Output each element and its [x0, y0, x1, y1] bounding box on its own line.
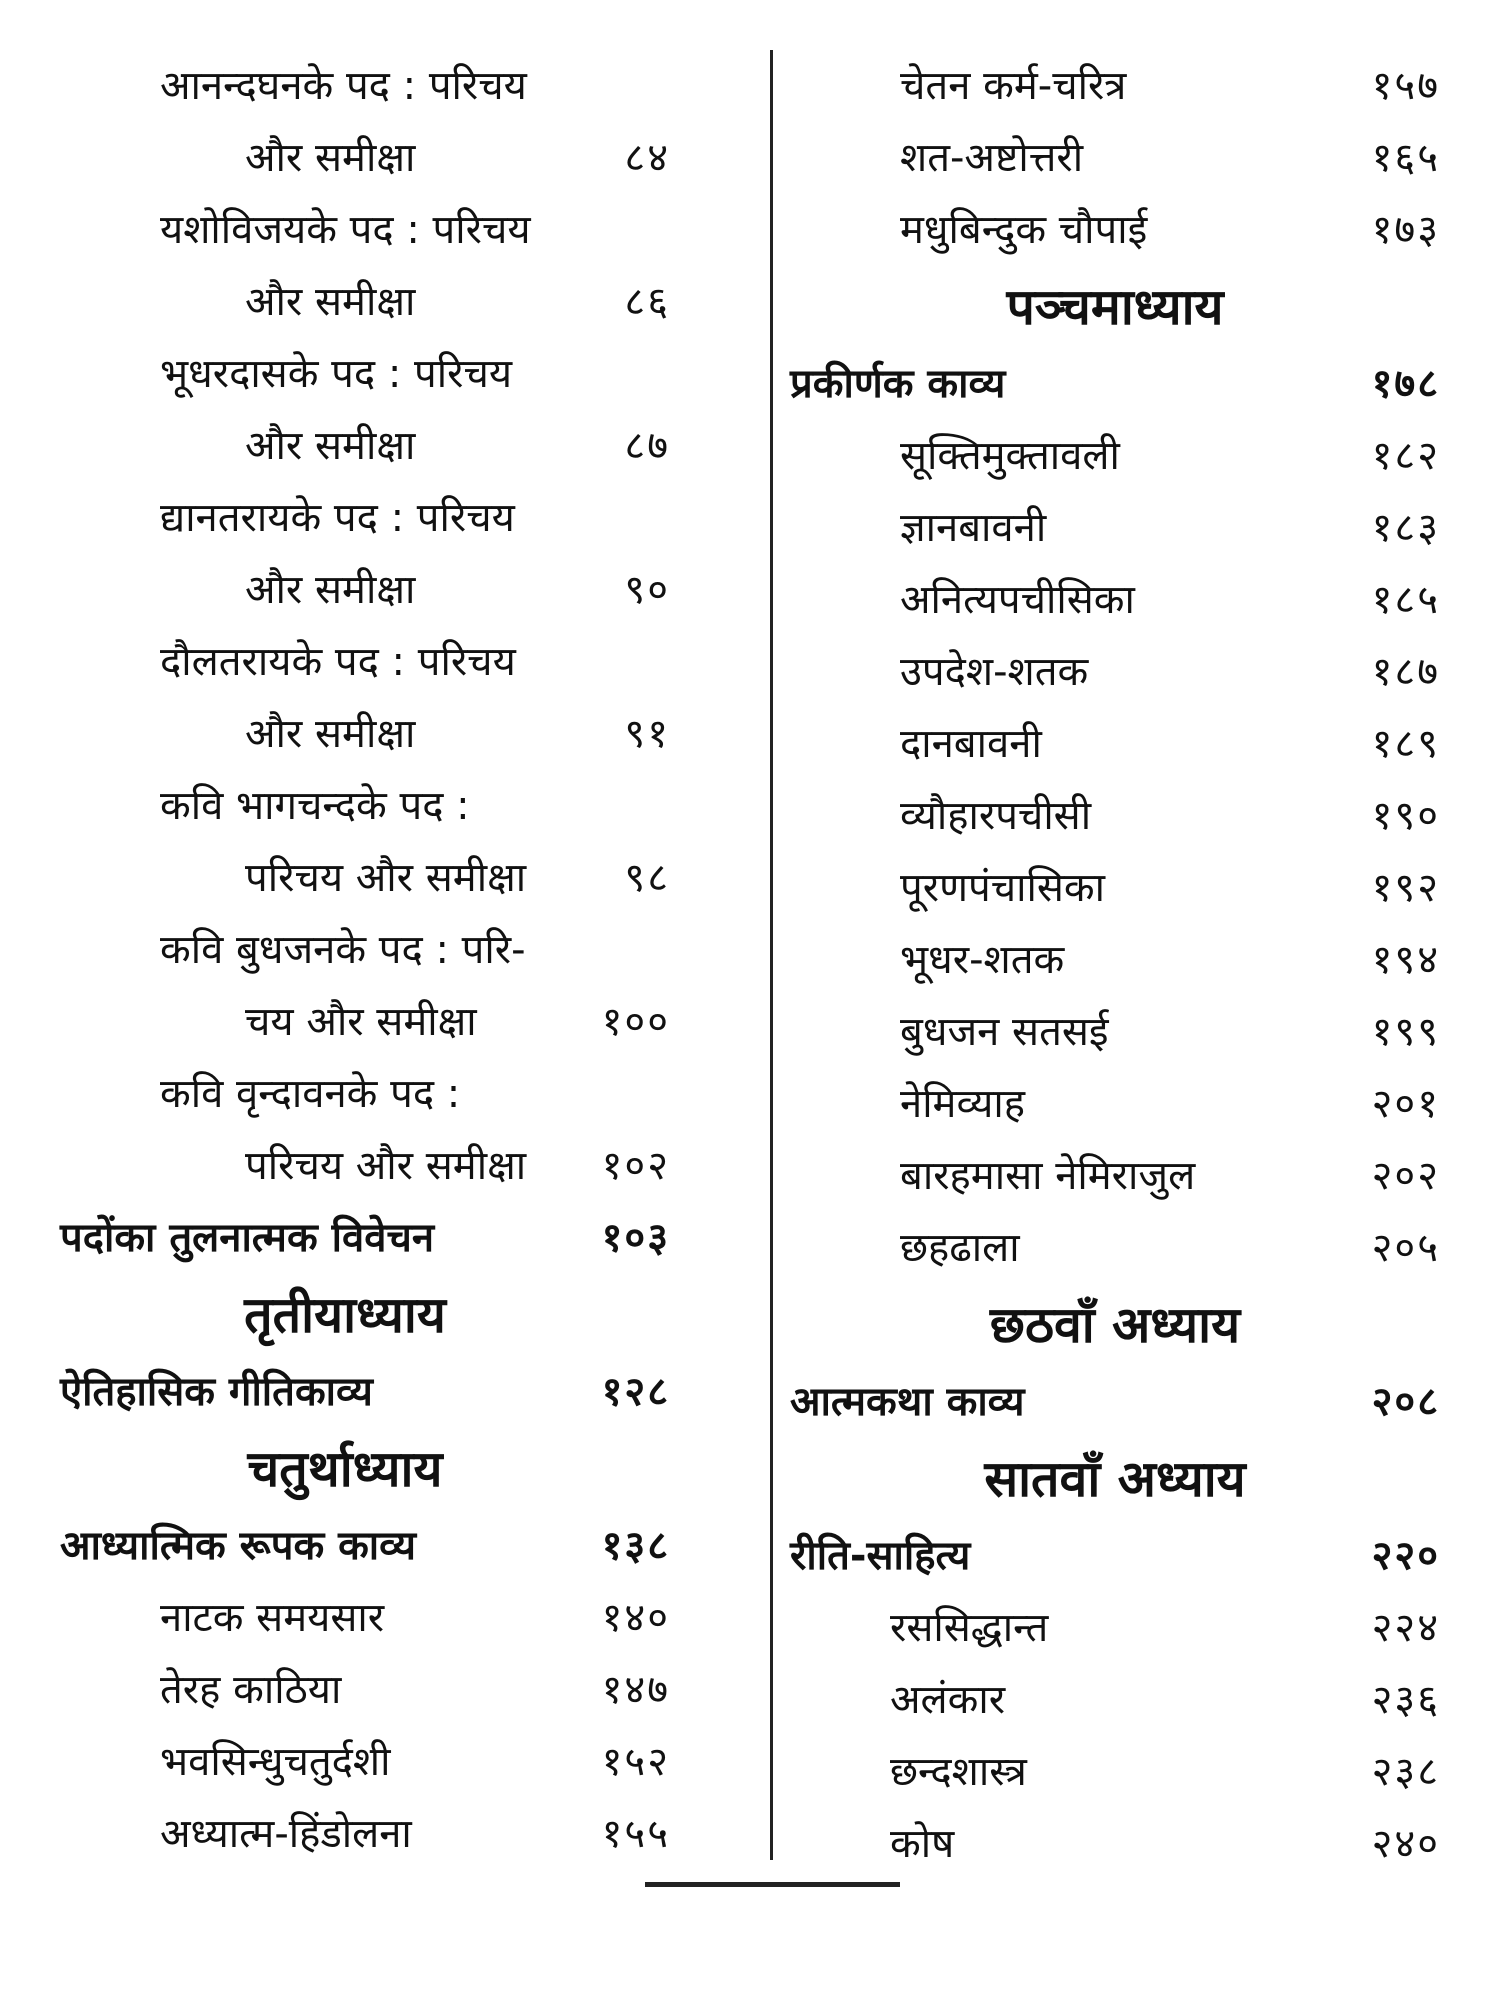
entry-page: १९९ — [1371, 1009, 1440, 1055]
toc-entry — [60, 626, 730, 698]
entry-title: कोष — [890, 1821, 955, 1867]
entry-title: रीति-साहित्य — [790, 1533, 971, 1579]
toc-entry — [60, 266, 730, 338]
chapter-heading: छठवाँ अध्याय — [989, 1296, 1241, 1354]
entry-page: १८९ — [1371, 721, 1440, 767]
toc-entry — [790, 1664, 1440, 1736]
entry-page: २२० — [1371, 1533, 1440, 1579]
entry-title: परिचय और समीक्षा — [245, 1143, 527, 1189]
entry-page: १८५ — [1371, 577, 1440, 623]
toc-entry — [60, 482, 730, 554]
entry-title: व्यौहारपचीसी — [900, 793, 1092, 839]
entry-page: १३८ — [601, 1523, 670, 1569]
toc-entry — [60, 338, 730, 410]
entry-page: १९० — [1371, 793, 1440, 839]
column-divider — [770, 50, 773, 1860]
entry-title: उपदेश-शतक — [900, 649, 1089, 695]
entry-title: भवसिन्धुचतुर्दशी — [160, 1739, 391, 1785]
entry-page: ८६ — [624, 279, 670, 325]
entry-title: ज्ञानबावनी — [900, 505, 1047, 551]
entry-title: चय और समीक्षा — [245, 999, 477, 1045]
entry-page: १४७ — [601, 1667, 670, 1713]
entry-title: अलंकार — [890, 1677, 1006, 1723]
entry-page: ८४ — [624, 135, 670, 181]
toc-entry — [790, 1736, 1440, 1808]
entry-page: १०० — [601, 999, 670, 1045]
toc-entry — [60, 1356, 730, 1428]
toc-entry — [790, 1366, 1440, 1438]
entry-page: १५७ — [1371, 63, 1440, 109]
entry-title: आध्यात्मिक रूपक काव्य — [60, 1523, 417, 1569]
toc-entry — [790, 1592, 1440, 1664]
toc-entry — [60, 1798, 730, 1870]
entry-title: द्यानतरायके पद : परिचय — [160, 495, 515, 541]
toc-entry — [790, 996, 1440, 1068]
entry-title: दौलतरायके पद : परिचय — [160, 639, 516, 685]
entry-title: ऐतिहासिक गीतिकाव्य — [60, 1369, 373, 1415]
entry-page: १४० — [601, 1595, 670, 1641]
entry-page: ९० — [624, 567, 670, 613]
toc-entry — [790, 1212, 1440, 1284]
entry-title: तेरह काठिया — [160, 1667, 342, 1713]
chapter-heading: पञ्चमाध्याय — [1006, 278, 1224, 336]
entry-title: और समीक्षा — [245, 423, 416, 469]
toc-entry — [790, 1520, 1440, 1592]
right-column — [790, 50, 1440, 1880]
toc-entry — [790, 420, 1440, 492]
entry-title: आनन्दघनके पद : परिचय — [160, 63, 527, 109]
toc-entry — [60, 770, 730, 842]
entry-title: आत्मकथा काव्य — [790, 1379, 1025, 1425]
entry-title: प्रकीर्णक काव्य — [790, 361, 1006, 407]
entry-title: पदोंका तुलनात्मक विवेचन — [60, 1215, 435, 1261]
toc-entry — [790, 852, 1440, 924]
toc-entry — [60, 1510, 730, 1582]
entry-page: ८७ — [624, 423, 670, 469]
entry-title: सूक्तिमुक्तावली — [900, 433, 1120, 479]
entry-page: १९४ — [1371, 937, 1440, 983]
toc-entry — [60, 1202, 730, 1274]
toc-entry — [60, 1654, 730, 1726]
left-column — [60, 50, 730, 1870]
entry-page: १५२ — [601, 1739, 670, 1785]
entry-title: अनित्यपचीसिका — [900, 577, 1135, 623]
entry-page: २४० — [1371, 1821, 1440, 1867]
entry-page: १७८ — [1371, 361, 1440, 407]
chapter-heading: चतुर्थाध्याय — [247, 1440, 443, 1498]
entry-title: कवि बुधजनके पद : परि- — [160, 927, 526, 973]
entry-title: रससिद्धान्त — [890, 1605, 1049, 1651]
toc-entry — [790, 924, 1440, 996]
entry-page: ९८ — [624, 855, 670, 901]
toc-entry — [790, 348, 1440, 420]
toc-entry — [790, 708, 1440, 780]
entry-page: १०२ — [601, 1143, 670, 1189]
entry-title: पूरणपंचासिका — [900, 865, 1105, 911]
toc-entry — [60, 1058, 730, 1130]
entry-title: और समीक्षा — [245, 135, 416, 181]
toc-entry — [790, 122, 1440, 194]
entry-page: १२८ — [601, 1369, 670, 1415]
toc-entry — [790, 636, 1440, 708]
entry-title: नाटक समयसार — [160, 1595, 385, 1641]
toc-entry — [790, 492, 1440, 564]
entry-title: छहढाला — [900, 1225, 1020, 1271]
entry-page: १९२ — [1371, 865, 1440, 911]
entry-title: कवि भागचन्दके पद : — [160, 783, 470, 829]
toc-entry — [790, 50, 1440, 122]
entry-title: चेतन कर्म-चरित्र — [900, 63, 1127, 109]
toc-entry — [790, 564, 1440, 636]
entry-title: और समीक्षा — [245, 711, 416, 757]
entry-title: दानबावनी — [900, 721, 1042, 767]
entry-title: नेमिव्याह — [900, 1081, 1025, 1127]
entry-page: ९१ — [624, 711, 670, 757]
entry-page: २०२ — [1371, 1153, 1440, 1199]
toc-entry — [790, 1140, 1440, 1212]
entry-page: २०८ — [1371, 1379, 1440, 1425]
chapter-heading: सातवाँ अध्याय — [984, 1450, 1246, 1508]
entry-page: १७३ — [1371, 207, 1440, 253]
entry-title: शत-अष्टोत्तरी — [900, 135, 1084, 181]
entry-page: २३६ — [1371, 1677, 1440, 1723]
toc-entry — [60, 842, 730, 914]
entry-page: २२४ — [1371, 1605, 1440, 1651]
entry-title: भूधरदासके पद : परिचय — [160, 351, 513, 397]
toc-entry — [60, 1726, 730, 1798]
toc-entry — [60, 122, 730, 194]
entry-title: यशोविजयके पद : परिचय — [160, 207, 531, 253]
toc-entry — [790, 1068, 1440, 1140]
toc-entry — [790, 780, 1440, 852]
toc-entry — [60, 914, 730, 986]
entry-title: छन्दशास्त्र — [890, 1749, 1027, 1795]
entry-title: भूधर-शतक — [900, 937, 1065, 983]
entry-page: २०५ — [1371, 1225, 1440, 1271]
toc-entry — [60, 986, 730, 1058]
entry-title: और समीक्षा — [245, 279, 416, 325]
entry-page: १०३ — [601, 1215, 670, 1261]
toc-entry — [60, 554, 730, 626]
toc-entry — [60, 50, 730, 122]
toc-entry — [790, 1808, 1440, 1880]
entry-title: बारहमासा नेमिराजुल — [900, 1153, 1196, 1199]
entry-page: १५५ — [601, 1811, 670, 1857]
entry-title: और समीक्षा — [245, 567, 416, 613]
entry-page: १८३ — [1371, 505, 1440, 551]
entry-page: १८२ — [1371, 433, 1440, 479]
entry-page: २०१ — [1371, 1081, 1440, 1127]
entry-page: १६५ — [1371, 135, 1440, 181]
entry-title: परिचय और समीक्षा — [245, 855, 527, 901]
entry-title: अध्यात्म-हिंडोलना — [160, 1811, 412, 1857]
closing-rule — [645, 1882, 900, 1887]
entry-page: १८७ — [1371, 649, 1440, 695]
entry-title: बुधजन सतसई — [900, 1009, 1109, 1055]
entry-page: २३८ — [1371, 1749, 1440, 1795]
chapter-heading: तृतीयाध्याय — [244, 1286, 446, 1344]
toc-entry — [60, 1582, 730, 1654]
toc-entry — [790, 194, 1440, 266]
entry-title: कवि वृन्दावनके पद : — [160, 1071, 461, 1117]
toc-entry — [60, 194, 730, 266]
toc-entry — [60, 1130, 730, 1202]
toc-entry — [60, 698, 730, 770]
toc-entry — [60, 410, 730, 482]
entry-title: मधुबिन्दुक चौपाई — [900, 207, 1148, 253]
